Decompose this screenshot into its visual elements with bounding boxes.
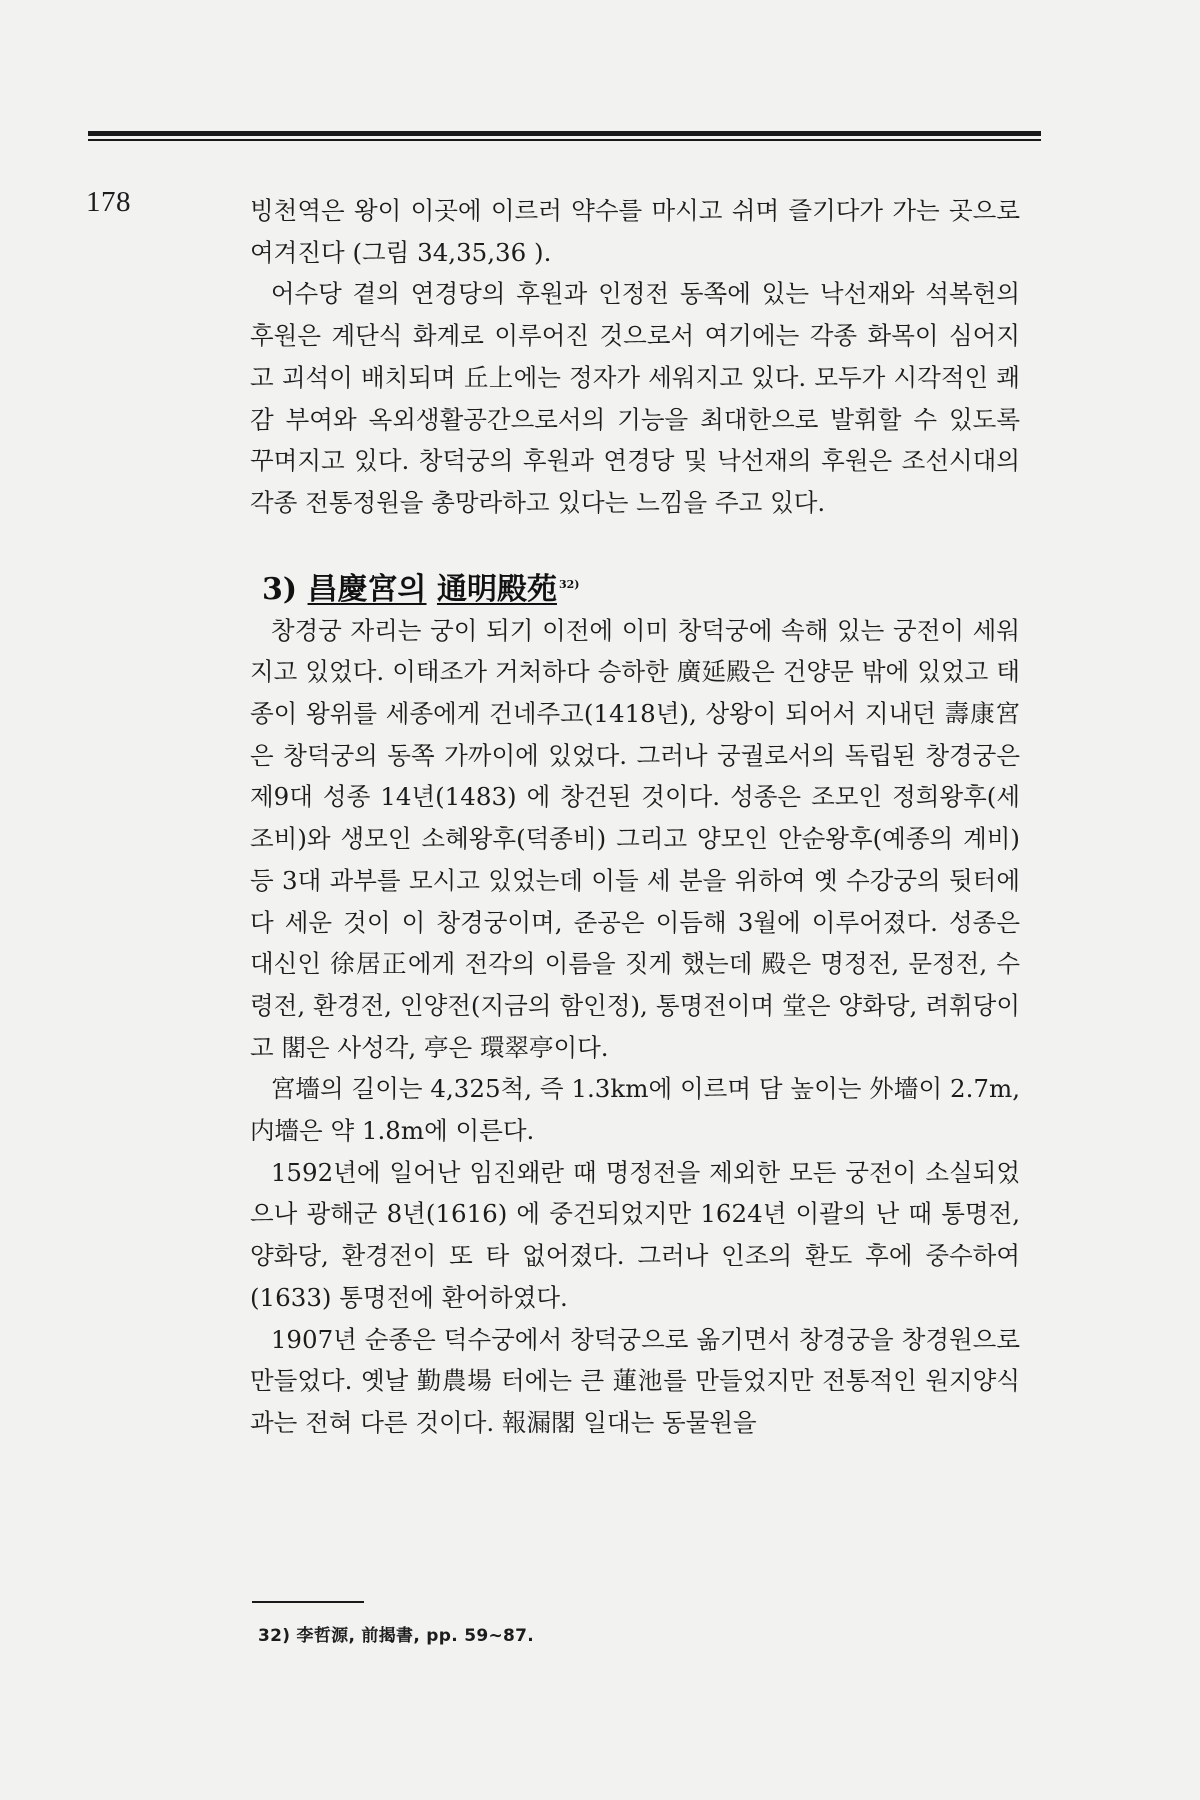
header-rule-thick <box>88 131 1041 136</box>
footnote-rule <box>252 1601 364 1603</box>
section-title-a: 昌慶宮의 <box>307 571 427 607</box>
body-text <box>250 190 1020 1444</box>
page-number: 178 <box>86 186 131 218</box>
header-rule-thin <box>88 139 1041 141</box>
section-heading <box>262 565 1020 610</box>
paragraph: 宮墻의 길이는 4,325척, 즉 1.3km에 이르며 담 높이는 外墻이 2.7m, 内墻은 약 1.8m에 이른다. <box>250 1074 1020 1146</box>
paragraph: 어수당 곁의 연경당의 후원과 인정전 동쪽에 있는 낙선재와 석복헌의 후원은 계단식 화계로 이루어진 것으로서 여기에는 각종 화목이 심어지고 괴석이 배치되며 丘上에는 정자가 세워지고 있다. 모두가 시각적인 쾌감 부여와 옥외생활공간으로서의 기능을 최대한으로 발휘할 수 있도록 꾸며지고 있다. 창덕궁의 후원과 연경당 및 낙선재의 후원은 조선시대의 각종 전통정원을 총망라하고 있다는 느낌을 주고 있다. <box>250 279 1020 517</box>
section-title-b: 通明殿苑 <box>436 571 557 607</box>
footnote: 32) 李哲源, 前揭書, pp. 59∼87. <box>258 1626 535 1646</box>
paragraph-continuation: 빙천역은 왕이 이곳에 이르러 약수를 마시고 쉬며 즐기다가 가는 곳으로 여겨진다 (그림 34,35,36 ). <box>250 196 1020 267</box>
footnote-reference: 32) <box>558 577 580 591</box>
paragraph: 1592년에 일어난 임진왜란 때 명정전을 제외한 모든 궁전이 소실되었으나 광해군 8년(1616) 에 중건되었지만 1624년 이괄의 난 때 통명전, 양화당, 환경전이 또 타 없어졌다. 그러나 인조의 환도 후에 중수하여(1633) 통명전에 환어하였다. <box>250 1157 1020 1312</box>
section-number: 3) <box>262 571 298 607</box>
paragraph: 1907년 순종은 덕수궁에서 창덕궁으로 옮기면서 창경궁을 창경원으로 만들었다. 옛날 勤農場 터에는 큰 蓮池를 만들었지만 전통적인 원지양식과는 전혀 다른 것이다. 報漏閣 일대는 동물원을 <box>250 1324 1020 1437</box>
paragraph: 창경궁 자리는 궁이 되기 이전에 이미 창덕궁에 속해 있는 궁전이 세워지고 있었다. 이태조가 거처하다 승하한 廣延殿은 건양문 밖에 있었고 태종이 왕위를 세종에게 건네주고(1418년), 상왕이 되어서 지내던 壽康宮은 창덕궁의 동쪽 가까이에 있었다. 그러나 궁궐로서의 독립된 창경궁은 제9대 성종 14년(1483) 에 창건된 것이다. 성종은 조모인 정희왕후(세조비)와 생모인 소혜왕후(덕종비) 그리고 양모인 안순왕후(예종의 계비) 등 3대 과부를 모시고 있었는데 이들 세 분을 위하여 옛 수강궁의 뒷터에다 세운 것이 이 창경궁이며, 준공은 이듬해 3월에 이루어졌다. 성종은 대신인 徐居正에게 전각의 이름을 짓게 했는데 殿은 명정전, 문정전, 수령전, 환경전, 인양전(지금의 함인정), 통명전이며 堂은 양화당, 려휘당이고 閣은 사성각, 亭은 環翠亭이다. <box>250 615 1020 1062</box>
